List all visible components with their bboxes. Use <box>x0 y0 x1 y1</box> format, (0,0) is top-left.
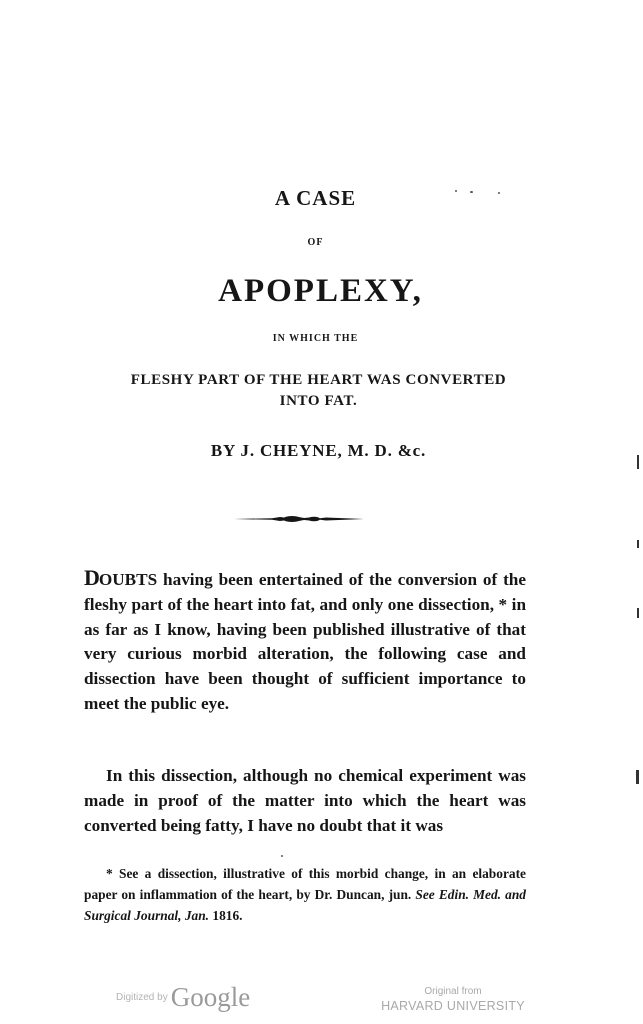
title-in-which-the: IN WHICH THE <box>272 333 359 344</box>
ornament-rule-icon <box>232 512 366 526</box>
scan-mark <box>637 608 639 618</box>
digitized-by-label: Digitized by <box>116 992 168 1003</box>
drop-cap: D <box>84 565 99 590</box>
footnote <box>84 863 526 926</box>
digitized-by-watermark <box>116 982 250 1013</box>
original-from-label: Original from <box>424 986 482 997</box>
paragraph-1-text: OUBTS having been entertained of the conversion of the fleshy part of the heart into fat, and only one dissection, * in as far as I know, having been published illustrative of that very curious morbid alteration, the following case and dissection have been thought of sufficient importance to meet the public eye. <box>84 570 526 713</box>
subtitle-line-1: FLESHY PART OF THE HEART WAS CONVERTED <box>130 372 507 388</box>
footnote-citation: See Edin. Med. and Surgical Journal, Jan. <box>84 887 526 923</box>
scan-mark <box>636 770 639 784</box>
paragraph-2: In this dissection, although no chemical experiment was made in proof of the matter into which the heart was converted being fatty, I have no doubt that it was <box>84 766 526 835</box>
scan-mark <box>637 540 639 548</box>
title-apoplexy: APOPLEXY, <box>218 273 423 309</box>
scan-mark <box>637 455 639 469</box>
google-logo: Google <box>170 982 251 1012</box>
ink-speck <box>281 855 283 857</box>
footnote-text: * See a dissection, illustrative of this morbid change, in an elaborate paper on inflammation of the heart, by Dr. Duncan, jun. <box>84 866 526 902</box>
ink-speck <box>498 192 500 194</box>
ink-speck <box>455 190 457 192</box>
paragraph-1 <box>84 566 526 717</box>
footnote-year: 1816. <box>212 908 243 923</box>
author-line: BY J. CHEYNE, M. D. &c. <box>210 441 427 460</box>
subtitle-line-2: INTO FAT. <box>279 393 358 409</box>
original-from-watermark <box>378 984 528 1014</box>
title-of: OF <box>307 237 324 248</box>
ink-speck <box>470 191 473 193</box>
title-a-case: A CASE <box>274 186 357 210</box>
title-subtitle <box>0 370 640 412</box>
library-name: HARVARD UNIVERSITY <box>381 999 525 1013</box>
